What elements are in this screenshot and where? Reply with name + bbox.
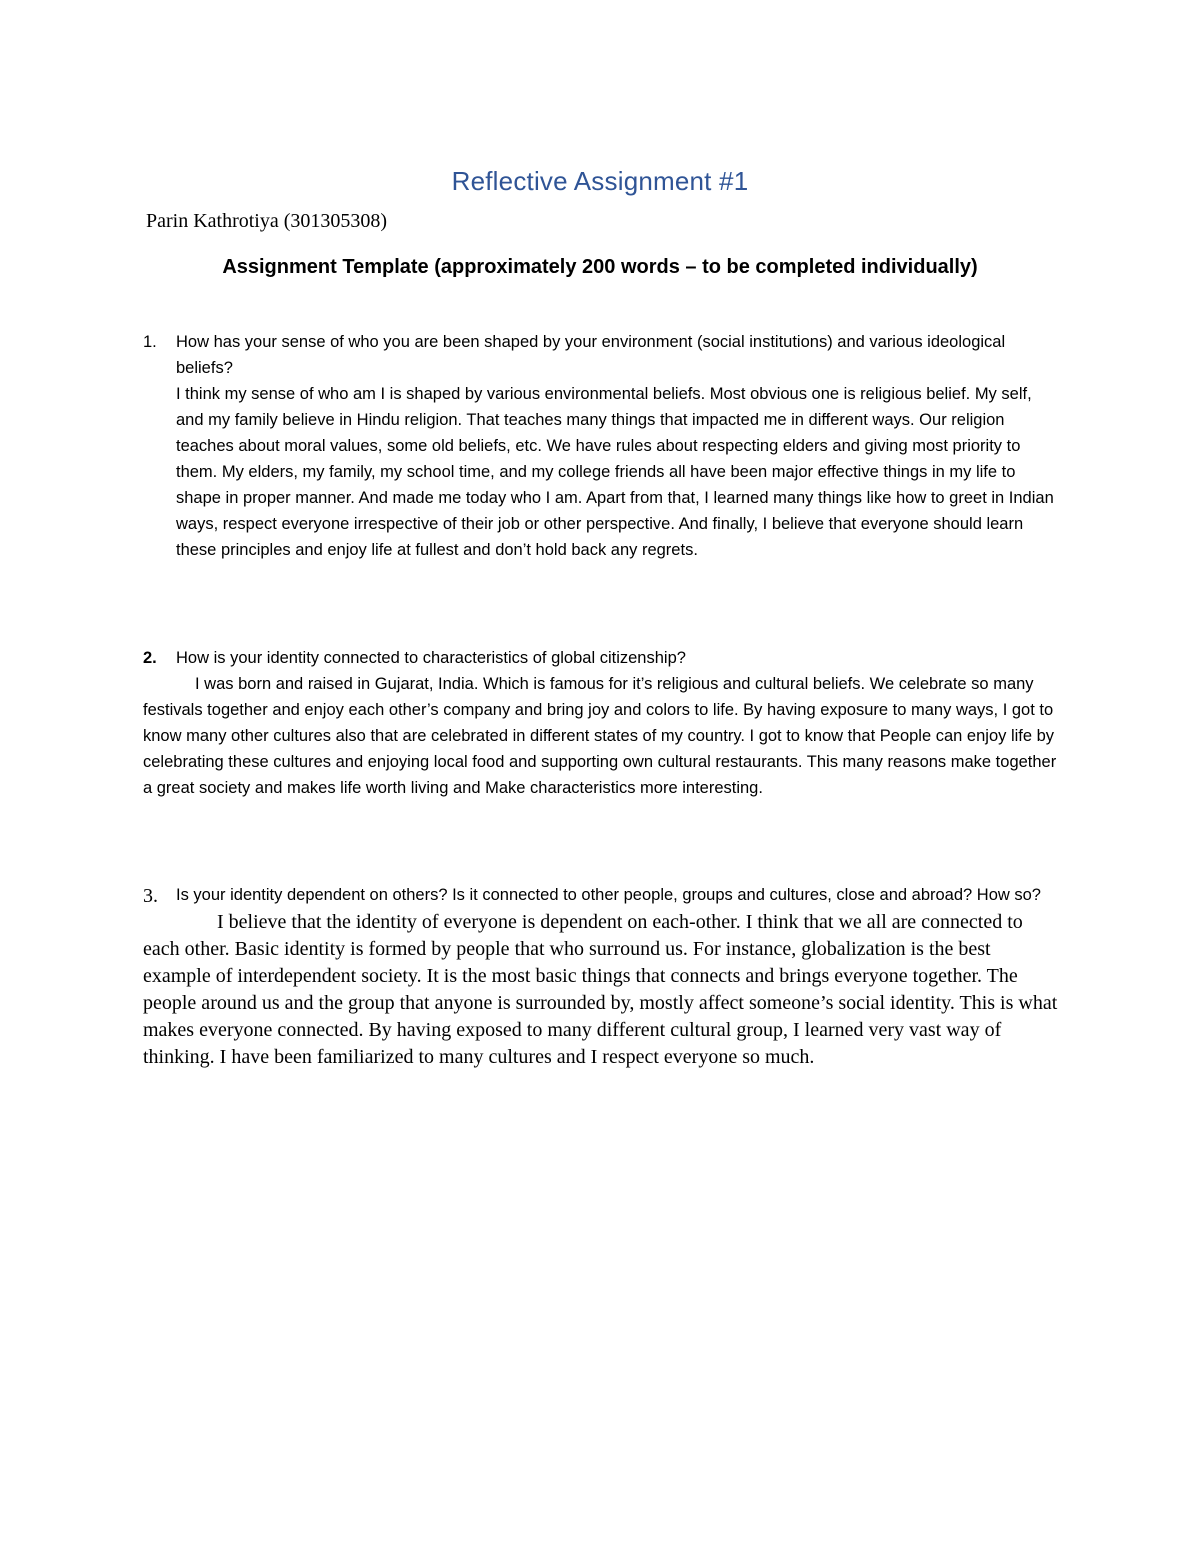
question-block-3 [143,883,1063,1071]
answer-text: I think my sense of who am I is shaped by various environmental beliefs. Most obvious one is religious belief. My self, and my family believe in Hindu religion. That teaches many things that impacted me in different ways. Our religion teaches about moral values, some old beliefs, etc. We have rules about respecting elders and giving most priority to them. My elders, my family, my school time, and my college friends all have been major effective things in my life to shape in proper manner. And made me today who I am. Apart from that, I learned many things like how to greet in Indian ways, respect everyone irrespective of their job or other perspective. And finally, I believe that everyone should learn these principles and enjoy life at fullest and don’t hold back any regrets. [176,385,1054,559]
document-subtitle: Assignment Template (approximately 200 words – to be completed individually) [222,256,978,278]
document-title: Reflective Assignment #1 [451,166,749,196]
question-body [176,329,1063,563]
answer-text: I was born and raised in Gujarat, India. Which is famous for it’s religious and cultural beliefs. We celebrate so many festivals together and enjoy each other’s company and bring joy and colors to life. By having exposure to many ways, I got to know many other cultures also that are celebrated in different states of my country. I got to know that People can enjoy life by celebrating these cultures and enjoying local food and supporting own cultural restaurants. This many reasons make together a great society and makes life worth living and Make characteristics more interesting. [143,675,1057,797]
question-number: 3. [143,885,158,907]
question-number: 2. [143,649,157,667]
question-text: Is your identity dependent on others? Is it connected to other people, groups and cultures, close and abroad? How so? [176,886,1041,904]
question-block-2 [143,645,1063,801]
author-line: Parin Kathrotiya (301305308) [146,210,388,232]
question-text: How has your sense of who you are been shaped by your environment (social institutions) and various ideological beliefs? [176,333,1006,377]
question-text: How is your identity connected to characteristics of global citizenship? [176,649,686,667]
question-block-1 [143,329,1063,563]
answer-text: I believe that the identity of everyone is dependent on each-other. I think that we all are connected to each other. Basic identity is formed by people that who surround us. For instance, globalization is the best example of interdependent society. It is the most basic things that connects and brings everyone together. The people around us and the group that anyone is surrounded by, mostly affect someone’s social identity. This is what makes everyone connected. By having exposed to many different cultural group, I learned very vast way of thinking. I have been familiarized to many cultures and I respect everyone so much. [143,911,1058,1068]
question-number: 1. [143,333,157,351]
